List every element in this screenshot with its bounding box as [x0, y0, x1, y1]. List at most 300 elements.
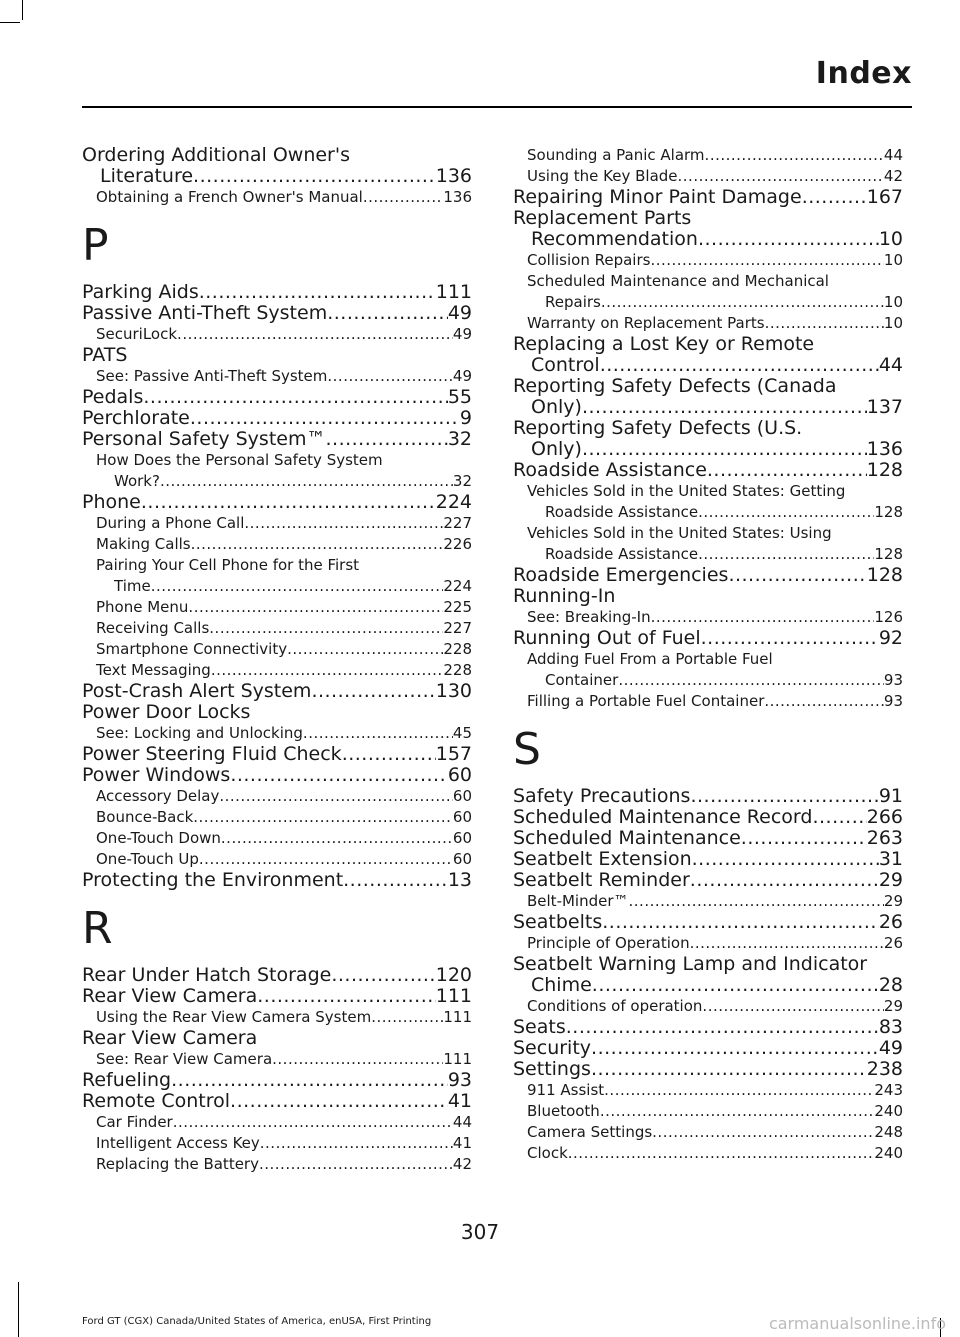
index-entry: [82, 387, 472, 408]
entry-page-number: 9: [459, 408, 472, 429]
entry-label: Time: [114, 577, 151, 595]
entry-label: Protecting the Environment: [82, 870, 344, 891]
dot-leader: [802, 187, 867, 208]
entry-label: Post-Crash Alert System: [82, 681, 312, 702]
entry-label: Settings: [513, 1059, 591, 1080]
index-subentry: [513, 1143, 903, 1164]
index-entry: [513, 397, 903, 418]
entry-label: Only): [531, 439, 582, 460]
page-number: 307: [460, 1220, 500, 1244]
index-subentry: [82, 324, 472, 345]
entry-page-number: 10: [883, 314, 903, 332]
dot-leader: [343, 870, 448, 891]
entry-page-number: 41: [452, 1134, 472, 1152]
entry-label: Pairing Your Cell Phone for the First: [96, 556, 360, 574]
entry-page-number: 225: [443, 598, 472, 616]
entry-page-number: 228: [443, 640, 472, 658]
entry-page-number: 26: [883, 934, 903, 952]
entry-label: Intelligent Access Key: [96, 1134, 260, 1152]
index-entry: [82, 145, 472, 166]
entry-page-number: 83: [878, 1017, 903, 1038]
entry-page-number: 93: [883, 692, 903, 710]
entry-label: Belt-Minder™: [527, 892, 629, 910]
dot-leader: [698, 544, 874, 565]
entry-label: Text Messaging: [96, 661, 211, 679]
index-entry: [82, 492, 472, 513]
index-entry: [82, 744, 472, 765]
dot-leader: [311, 681, 435, 702]
entry-page-number: 44: [883, 146, 903, 164]
index-subentry: [513, 292, 903, 313]
dot-leader: [566, 1017, 879, 1038]
index-subentry: [513, 166, 903, 187]
index-entry: [513, 1017, 903, 1038]
index-entry: [513, 586, 903, 607]
entry-label: See: Rear View Camera: [96, 1050, 273, 1068]
index-entry: [513, 229, 903, 250]
dot-leader: [230, 1091, 448, 1112]
entry-label: Passive Anti-Theft System: [82, 303, 328, 324]
entry-page-number: 49: [452, 325, 472, 343]
entry-label: Security: [513, 1038, 592, 1059]
entry-label: Using the Key Blade: [527, 167, 678, 185]
entry-page-number: 60: [452, 808, 472, 826]
index-subentry: [513, 649, 903, 670]
dot-leader: [592, 975, 879, 996]
dot-leader: [728, 565, 866, 586]
dot-leader: [287, 639, 443, 660]
entry-label: Bounce-Back: [96, 808, 194, 826]
dot-leader: [371, 1007, 443, 1028]
index-subentry: [82, 849, 472, 870]
entry-label: Control: [531, 355, 600, 376]
entry-label: Scheduled Maintenance Record: [513, 807, 813, 828]
dot-leader: [199, 282, 436, 303]
index-subentry: [82, 660, 472, 681]
dot-leader: [143, 387, 447, 408]
entry-page-number: 29: [883, 997, 903, 1015]
entry-page-number: 227: [443, 514, 472, 532]
dot-leader: [199, 849, 453, 870]
entry-label: Rear View Camera: [82, 1028, 258, 1049]
entry-label: Scheduled Maintenance and Mechanical: [527, 272, 829, 290]
entry-label: Making Calls: [96, 535, 191, 553]
dot-leader: [690, 933, 884, 954]
index-entry: [513, 628, 903, 649]
index-entry: [82, 1070, 472, 1091]
index-subentry: [513, 891, 903, 912]
entry-label: How Does the Personal Safety System: [96, 451, 383, 469]
entry-page-number: 42: [452, 1155, 472, 1173]
entry-page-number: 128: [866, 460, 903, 481]
entry-label: PATS: [82, 345, 128, 366]
entry-page-number: 238: [866, 1059, 903, 1080]
page-title: Index: [815, 56, 912, 91]
entry-page-number: 10: [883, 251, 903, 269]
index-entry: [513, 828, 903, 849]
entry-page-number: 111: [435, 986, 472, 1007]
dot-leader: [331, 965, 435, 986]
entry-label: Seats: [513, 1017, 566, 1038]
entry-label: Roadside Emergencies: [513, 565, 729, 586]
entry-label: Car Finder: [96, 1113, 173, 1131]
entry-page-number: 243: [874, 1081, 903, 1099]
index-entry: [82, 408, 472, 429]
dot-leader: [629, 891, 884, 912]
index-subentry: [82, 1007, 472, 1028]
entry-label: Refueling: [82, 1070, 172, 1091]
crop-mark-top-left-h: [0, 22, 20, 23]
index-entry: [513, 355, 903, 376]
entry-label: Conditions of operation: [527, 997, 703, 1015]
entry-label: Filling a Portable Fuel Container: [527, 692, 765, 710]
entry-page-number: 60: [452, 850, 472, 868]
index-entry: [513, 565, 903, 586]
index-entry: [82, 965, 472, 986]
index-subentry: [82, 618, 472, 639]
index-column-right: [513, 145, 903, 1164]
entry-page-number: 42: [883, 167, 903, 185]
index-subentry: [513, 607, 903, 628]
dot-leader: [764, 691, 884, 712]
index-subentry: [513, 1122, 903, 1143]
entry-page-number: 111: [443, 1050, 472, 1068]
entry-label: Vehicles Sold in the United States: Using: [527, 524, 832, 542]
index-subentry: [82, 1049, 472, 1070]
dot-leader: [219, 786, 453, 807]
index-subentry: [513, 502, 903, 523]
entry-label: Warranty on Replacement Parts: [527, 314, 765, 332]
dot-leader: [272, 1049, 443, 1070]
dot-leader: [260, 1133, 453, 1154]
entry-label: Replacing a Lost Key or Remote: [513, 334, 815, 355]
dot-leader: [259, 1154, 453, 1175]
entry-page-number: 60: [452, 787, 472, 805]
dot-leader: [600, 355, 879, 376]
entry-page-number: 10: [878, 229, 903, 250]
dot-leader: [193, 807, 453, 828]
entry-label: Parking Aids: [82, 282, 199, 303]
index-subentry: [82, 1154, 472, 1175]
entry-page-number: 93: [447, 1070, 472, 1091]
index-subentry: [82, 576, 472, 597]
dot-leader: [591, 1038, 879, 1059]
entry-page-number: 136: [866, 439, 903, 460]
entry-label: Personal Safety System™: [82, 429, 326, 450]
entry-page-number: 92: [878, 628, 903, 649]
index-subentry: [513, 691, 903, 712]
entry-label: Scheduled Maintenance: [513, 828, 741, 849]
dot-leader: [160, 471, 453, 492]
index-entry: [513, 912, 903, 933]
entry-label: Accessory Delay: [96, 787, 220, 805]
index-subentry: [513, 523, 903, 544]
index-entry: [513, 208, 903, 229]
dot-leader: [618, 670, 884, 691]
index-subentry: [513, 250, 903, 271]
index-subentry: [82, 786, 472, 807]
dot-leader: [257, 986, 436, 1007]
index-subentry: [513, 313, 903, 334]
entry-page-number: 130: [435, 681, 472, 702]
dot-leader: [209, 618, 443, 639]
index-entry: [513, 376, 903, 397]
entry-page-number: 136: [435, 166, 472, 187]
entry-page-number: 167: [866, 187, 903, 208]
index-entry: [513, 334, 903, 355]
index-entry: [513, 786, 903, 807]
index-entry: [513, 849, 903, 870]
index-subentry: [513, 145, 903, 166]
index-entry: [82, 1091, 472, 1112]
entry-page-number: 29: [883, 892, 903, 910]
dot-leader: [701, 628, 879, 649]
index-subentry: [82, 450, 472, 471]
index-entry: [82, 870, 472, 891]
dot-leader: [690, 786, 878, 807]
dot-leader: [342, 744, 436, 765]
entry-label: Power Steering Fluid Check: [82, 744, 342, 765]
entry-label: Rear Under Hatch Storage: [82, 965, 332, 986]
dot-leader: [652, 1122, 874, 1143]
index-subentry: [82, 471, 472, 492]
index-section-letter: R: [82, 903, 113, 954]
index-entry: [82, 282, 472, 303]
entry-label: Running Out of Fuel: [513, 628, 701, 649]
index-subentry: [513, 1080, 903, 1101]
entry-page-number: 44: [878, 355, 903, 376]
index-subentry: [513, 996, 903, 1017]
index-entry: [513, 1038, 903, 1059]
entry-label: Seatbelt Extension: [513, 849, 692, 870]
entry-label: Repairing Minor Paint Damage: [513, 187, 802, 208]
dot-leader: [151, 576, 444, 597]
entry-page-number: 120: [435, 965, 472, 986]
entry-label: Recommendation: [531, 229, 698, 250]
entry-page-number: 32: [452, 472, 472, 490]
entry-page-number: 111: [435, 282, 472, 303]
index-entry: [513, 807, 903, 828]
entry-label: Chime: [531, 975, 592, 996]
entry-page-number: 45: [452, 724, 472, 742]
entry-label: SecuriLock: [96, 325, 178, 343]
entry-label: See: Breaking-In: [527, 608, 651, 626]
entry-label: Sounding a Panic Alarm: [527, 146, 705, 164]
entry-page-number: 10: [883, 293, 903, 311]
dot-leader: [188, 597, 443, 618]
dot-leader: [601, 292, 884, 313]
entry-page-number: 128: [866, 565, 903, 586]
index-subentry: [82, 723, 472, 744]
dot-leader: [327, 303, 448, 324]
index-subentry: [82, 1133, 472, 1154]
entry-label: One-Touch Down: [96, 829, 221, 847]
dot-leader: [327, 366, 453, 387]
entry-label: Repairs: [545, 293, 601, 311]
entry-label: Phone: [82, 492, 141, 513]
entry-page-number: 55: [447, 387, 472, 408]
dot-leader: [177, 324, 453, 345]
entry-label: Replacement Parts: [513, 208, 692, 229]
index-entry: [513, 439, 903, 460]
index-subentry: [82, 597, 472, 618]
dot-leader: [812, 807, 866, 828]
index-entry: [513, 954, 903, 975]
entry-page-number: 49: [878, 1038, 903, 1059]
entry-label: Work?: [114, 472, 160, 490]
entry-label: Camera Settings: [527, 1123, 653, 1141]
index-subentry: [82, 534, 472, 555]
header-rule: [82, 106, 912, 108]
index-entry: [82, 303, 472, 324]
index-subentry: [82, 807, 472, 828]
entry-page-number: 266: [866, 807, 903, 828]
entry-label: Running-In: [513, 586, 616, 607]
index-subentry: [82, 639, 472, 660]
entry-label: Pedals: [82, 387, 144, 408]
entry-label: 911 Assist: [527, 1081, 605, 1099]
entry-label: Rear View Camera: [82, 986, 258, 1007]
entry-page-number: 128: [874, 503, 903, 521]
entry-label: Reporting Safety Defects (Canada: [513, 376, 837, 397]
entry-page-number: 263: [866, 828, 903, 849]
entry-label: Seatbelt Warning Lamp and Indicator: [513, 954, 868, 975]
index-subentry: [513, 481, 903, 502]
entry-label: Safety Precautions: [513, 786, 691, 807]
entry-page-number: 227: [443, 619, 472, 637]
entry-label: Using the Rear View Camera System: [96, 1008, 372, 1026]
entry-page-number: 224: [443, 577, 472, 595]
dot-leader: [363, 187, 444, 208]
dot-leader: [604, 1080, 874, 1101]
index-entry: [82, 166, 472, 187]
entry-label: See: Passive Anti-Theft System: [96, 367, 328, 385]
entry-label: Remote Control: [82, 1091, 231, 1112]
entry-label: Bluetooth: [527, 1102, 600, 1120]
index-subentry: [513, 271, 903, 292]
entry-page-number: 91: [878, 786, 903, 807]
footer-text: Ford GT (CGX) Canada/United States of America, enUSA, First Printing: [82, 1316, 432, 1327]
index-entry: [513, 1059, 903, 1080]
entry-page-number: 29: [878, 870, 903, 891]
index-entry: [82, 345, 472, 366]
entry-page-number: 60: [447, 765, 472, 786]
dot-leader: [191, 534, 444, 555]
index-entry: [513, 870, 903, 891]
entry-page-number: 240: [874, 1102, 903, 1120]
entry-label: Power Windows: [82, 765, 231, 786]
index-subentry: [513, 933, 903, 954]
dot-leader: [702, 996, 883, 1017]
entry-page-number: 111: [443, 1008, 472, 1026]
entry-label: Power Door Locks: [82, 702, 251, 723]
entry-label: Perchlorate: [82, 408, 190, 429]
entry-page-number: 228: [443, 661, 472, 679]
dot-leader: [171, 1070, 448, 1091]
entry-label: Seatbelt Reminder: [513, 870, 690, 891]
entry-label: Roadside Assistance: [513, 460, 707, 481]
entry-label: Roadside Assistance: [545, 503, 699, 521]
index-subentry: [82, 1112, 472, 1133]
entry-page-number: 49: [447, 303, 472, 324]
crop-mark-bottom-left: [18, 1282, 19, 1337]
index-entry: [82, 1028, 472, 1049]
entry-label: Collision Repairs: [527, 251, 651, 269]
entry-label: Receiving Calls: [96, 619, 210, 637]
entry-label: See: Locking and Unlocking: [96, 724, 303, 742]
dot-leader: [698, 502, 874, 523]
index-entry: [513, 187, 903, 208]
entry-page-number: 93: [883, 671, 903, 689]
entry-label: Obtaining a French Owner's Manual: [96, 188, 363, 206]
dot-leader: [591, 1059, 867, 1080]
entry-label: Roadside Assistance: [545, 545, 699, 563]
entry-label: Reporting Safety Defects (U.S.: [513, 418, 803, 439]
entry-label: Only): [531, 397, 582, 418]
index-entry: [82, 765, 472, 786]
index-column-left: [82, 145, 472, 1175]
dot-leader: [651, 607, 875, 628]
dot-leader: [244, 513, 443, 534]
entry-label: Literature: [100, 166, 194, 187]
dot-leader: [705, 145, 884, 166]
dot-leader: [602, 912, 879, 933]
dot-leader: [690, 870, 879, 891]
dot-leader: [765, 313, 884, 334]
index-entry: [82, 702, 472, 723]
entry-label: Container: [545, 671, 619, 689]
watermark: carmanualsonline.info: [768, 1314, 946, 1333]
entry-page-number: 128: [874, 545, 903, 563]
entry-page-number: 44: [452, 1113, 472, 1131]
entry-label: Seatbelts: [513, 912, 603, 933]
dot-leader: [650, 250, 883, 271]
entry-label: Principle of Operation: [527, 934, 690, 952]
dot-leader: [141, 492, 436, 513]
entry-page-number: 26: [878, 912, 903, 933]
dot-leader: [211, 660, 444, 681]
dot-leader: [221, 828, 453, 849]
entry-page-number: 31: [878, 849, 903, 870]
entry-label: Ordering Additional Owner's: [82, 145, 350, 166]
dot-leader: [741, 828, 867, 849]
entry-page-number: 13: [447, 870, 472, 891]
entry-page-number: 248: [874, 1123, 903, 1141]
entry-page-number: 41: [447, 1091, 472, 1112]
entry-page-number: 60: [452, 829, 472, 847]
dot-leader: [678, 166, 884, 187]
entry-label: During a Phone Call: [96, 514, 245, 532]
index-entry: [513, 418, 903, 439]
index-subentry: [513, 670, 903, 691]
dot-leader: [303, 723, 453, 744]
dot-leader: [582, 439, 867, 460]
dot-leader: [193, 166, 436, 187]
entry-label: Clock: [527, 1144, 568, 1162]
entry-page-number: 32: [447, 429, 472, 450]
dot-leader: [325, 429, 447, 450]
dot-leader: [698, 229, 879, 250]
entry-page-number: 136: [443, 188, 472, 206]
index-subentry: [513, 1101, 903, 1122]
index-entry: [513, 460, 903, 481]
entry-label: Replacing the Battery: [96, 1155, 259, 1173]
index-section-letter: P: [82, 220, 109, 271]
dot-leader: [173, 1112, 453, 1133]
index-subentry: [82, 513, 472, 534]
index-subentry: [82, 187, 472, 208]
entry-page-number: 126: [874, 608, 903, 626]
